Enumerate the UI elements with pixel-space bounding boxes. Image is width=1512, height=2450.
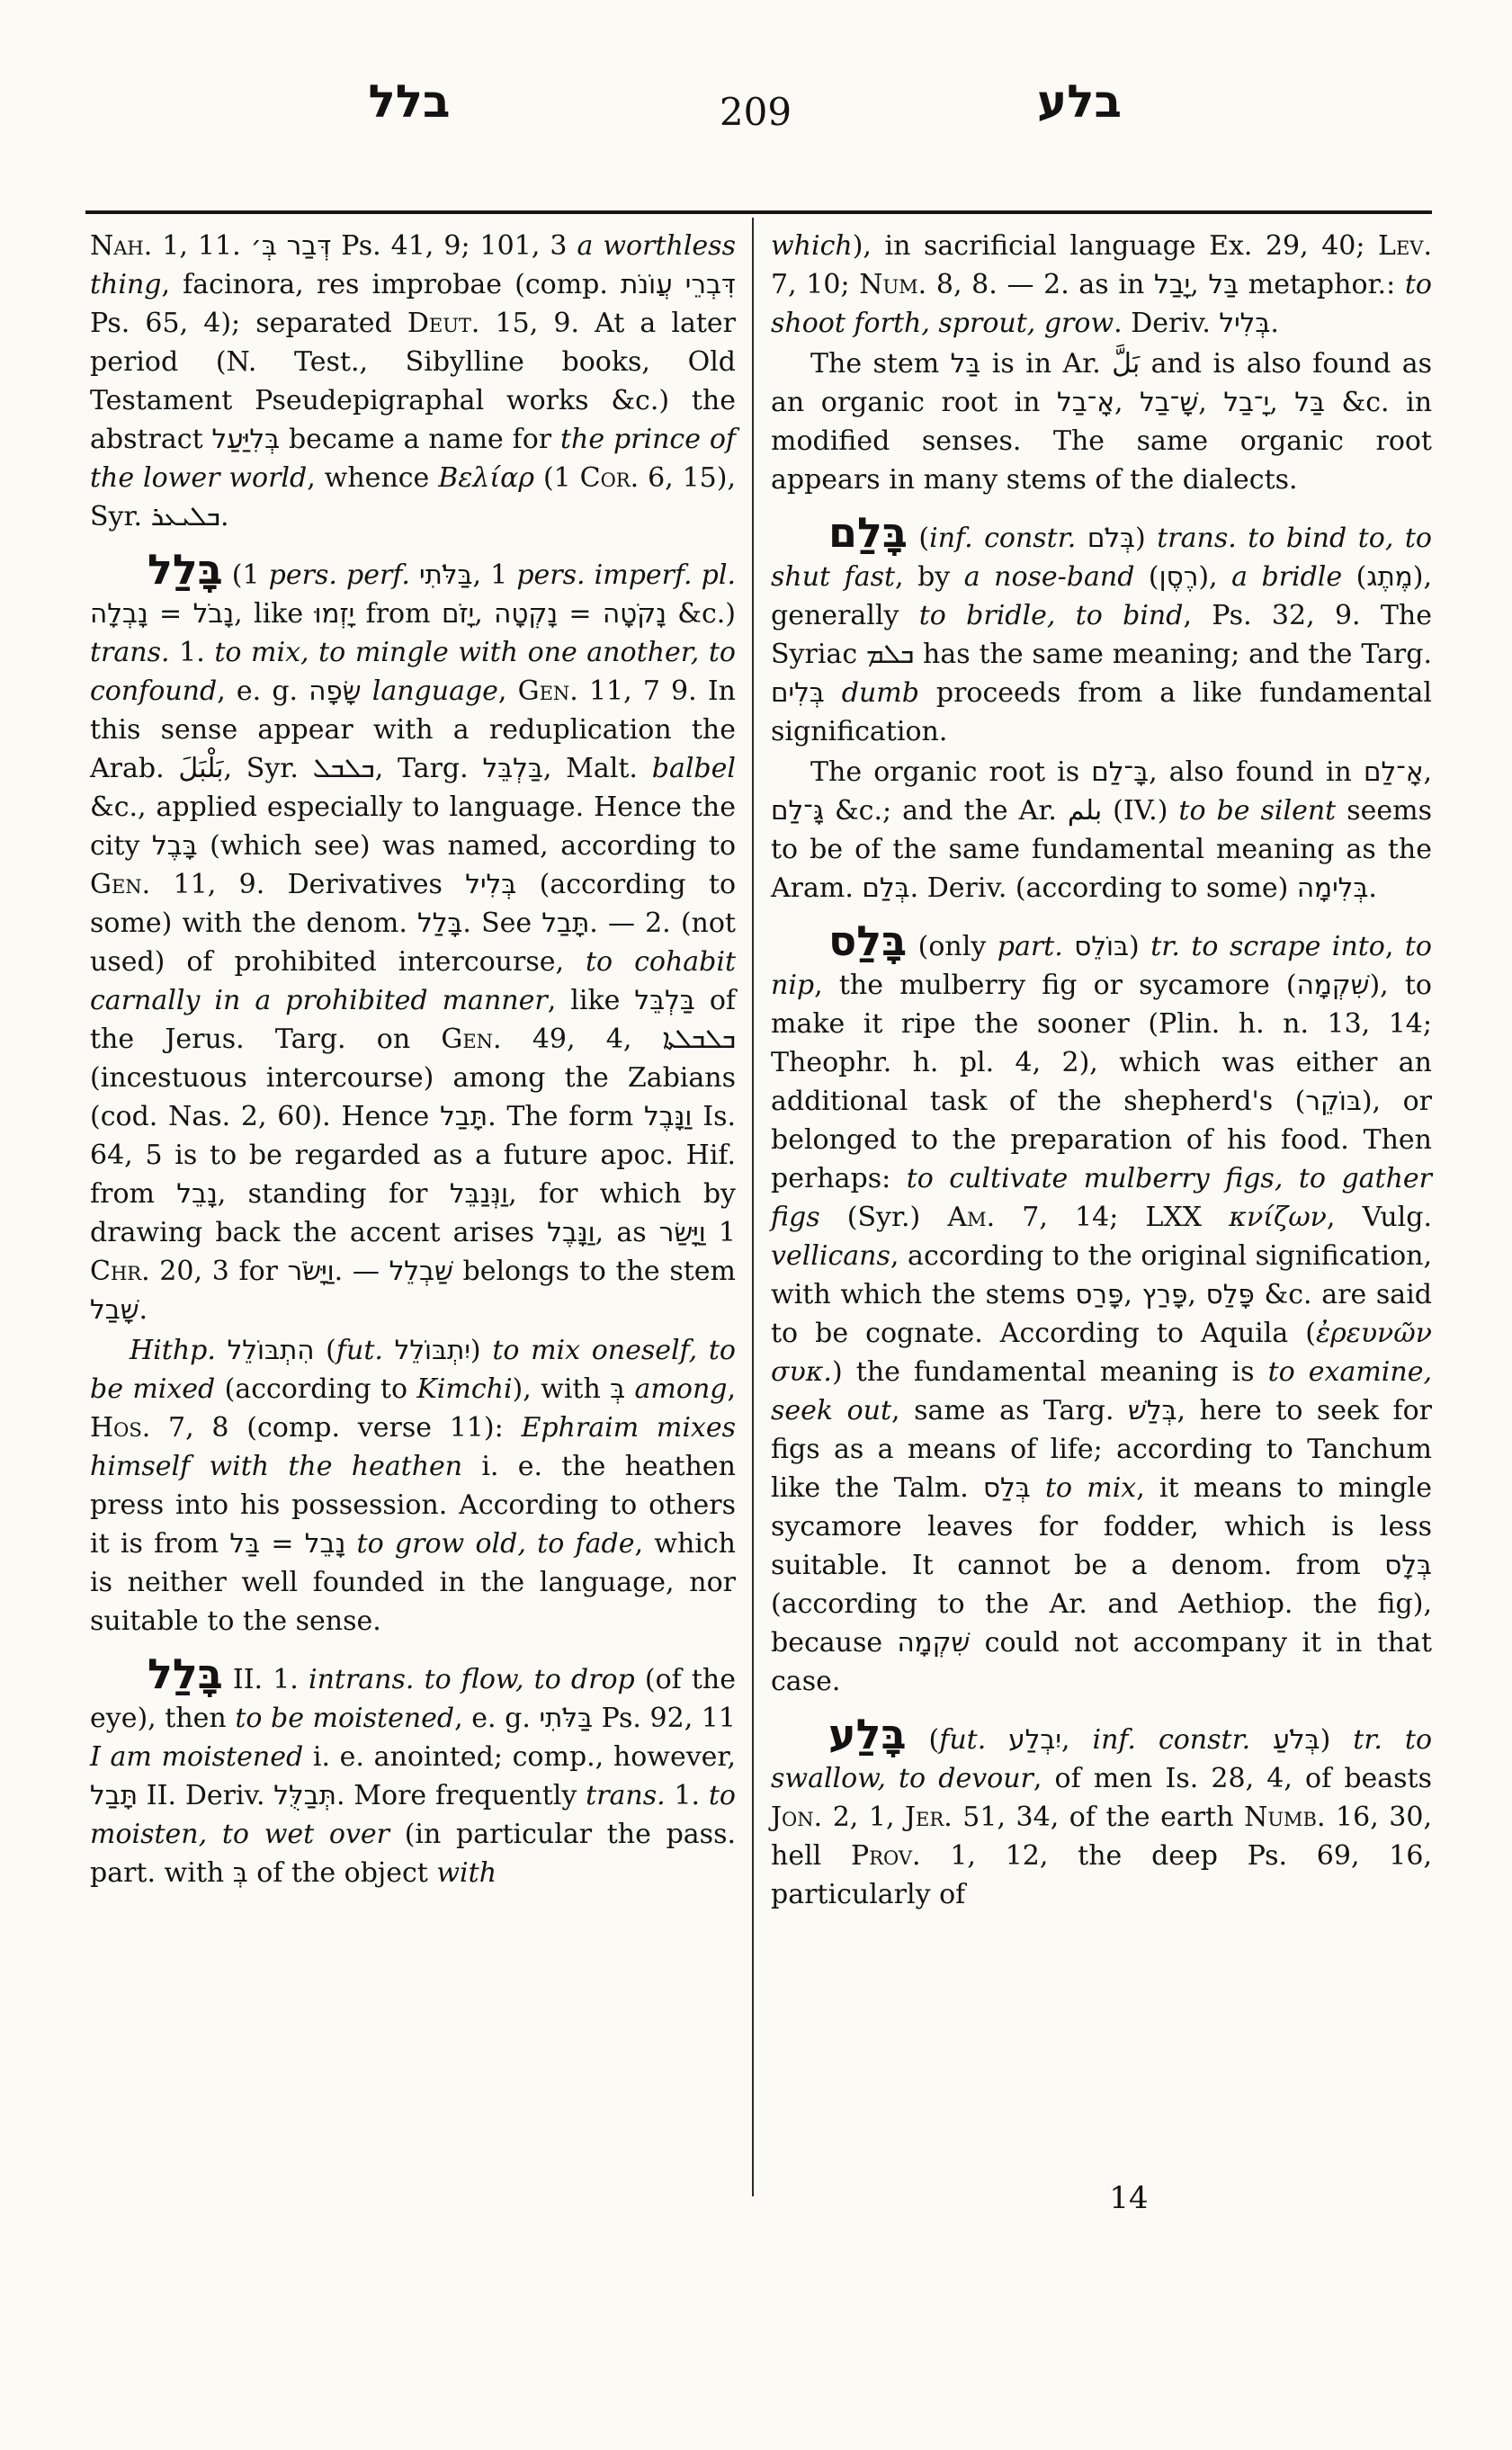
text-run: = <box>260 1528 305 1560</box>
text-run: , here to seek for figs as a means of life; according to Tanchum like the Talm. <box>771 1395 1432 1504</box>
hebrew-text-run: בָּלַל <box>417 908 463 938</box>
text-run: . Deriv. (according to some) <box>909 872 1297 904</box>
text-run: , of men Is. 28, 4, of beasts <box>1033 1763 1433 1794</box>
text-run: , <box>1384 931 1405 962</box>
header-rule <box>85 210 1432 214</box>
hebrew-text-run: שָׂפָה <box>309 675 362 706</box>
book-reference-run: Am. <box>947 1202 996 1233</box>
text-run <box>410 559 419 591</box>
text-run: inf. constr. <box>1092 1724 1251 1756</box>
hebrew-text-run: פָּרַס <box>1075 1279 1124 1310</box>
hebrew-text-run: נָבֵל <box>304 1528 346 1559</box>
hebrew-text-run: פָּלַס <box>1205 1279 1255 1310</box>
text-run: , which is neither well founded in the language, nor suitable to the sense. <box>90 1528 737 1637</box>
text-run: , <box>1123 1279 1142 1310</box>
text-run: The stem <box>810 348 951 380</box>
hebrew-text-run: בְּ <box>610 1373 626 1404</box>
text-run: (incestuous intercourse) among the Zabians (cod. Nas. 2, 60). Hence <box>90 1062 736 1132</box>
dictionary-entry-paragraph <box>771 1710 1433 1914</box>
text-run: . See <box>462 908 542 939</box>
text-run: among <box>634 1373 728 1405</box>
text-run <box>345 1528 356 1560</box>
book-reference-run: Numb. <box>1244 1802 1326 1833</box>
hebrew-text-run: תָּבַל <box>541 908 590 938</box>
hebrew-text-run: בְּלַס <box>982 1472 1031 1503</box>
text-run: , also found in <box>1149 756 1364 788</box>
text-run: 7, 10; <box>771 269 860 300</box>
body-paragraph <box>90 1331 736 1641</box>
text-run: fut. <box>336 1335 383 1366</box>
hebrew-text-run: נָבֵל <box>176 1178 218 1209</box>
text-run: i. e. the heathen press into his possession. According to others it is from <box>90 1451 737 1560</box>
text-run <box>825 677 842 709</box>
text-run: The organic root is <box>810 756 1092 788</box>
text-run: Kimchi <box>416 1373 513 1405</box>
text-run <box>362 675 372 707</box>
text-run: ), or belonged to the preparation of his food. Then perhaps: <box>771 1086 1432 1194</box>
hebrew-text-run: שִׁקְמָה <box>1296 970 1370 1000</box>
text-run: . More frequently <box>336 1780 586 1811</box>
hebrew-text-run: יָזְמוּ <box>314 598 355 629</box>
text-run <box>383 1335 395 1366</box>
text-run: with <box>436 1857 497 1889</box>
hebrew-text-run: הִתְבּוֹלֵל <box>227 1335 315 1365</box>
text-run: (only <box>907 931 998 962</box>
text-run: language <box>371 675 498 707</box>
text-run: to nip <box>771 931 1432 1001</box>
text-run: II. 1. <box>222 1664 309 1695</box>
text-run: 1, 11. <box>152 230 251 262</box>
hebrew-text-run: נָקְטָה <box>494 598 559 629</box>
text-run: dumb <box>841 677 919 709</box>
text-run: to be silent <box>1178 795 1337 827</box>
text-run: is in Ar. <box>980 348 1113 380</box>
text-run: ( <box>906 1724 940 1756</box>
text-run: , <box>1423 756 1433 788</box>
dictionary-entry-paragraph <box>90 545 737 1329</box>
text-run: &c. are said to be cognate. According to Aquila ( <box>771 1279 1432 1349</box>
text-run: 11, 7 9. In this sense appear with a reduplication the Arab. <box>90 675 736 784</box>
book-reference-run: Hos. <box>90 1412 151 1444</box>
text-run: a nose-band <box>963 561 1135 593</box>
text-run: , <box>474 598 495 630</box>
text-run: pers. perf. <box>268 559 410 591</box>
hebrew-text-run: רֶסֶן <box>1159 561 1199 592</box>
hebrew-text-run: בְּלִיַּעַל <box>211 424 281 454</box>
hebrew-text-run: תְּבַלֻּל <box>273 1780 336 1811</box>
hebrew-text-run: שָׁ־בַל <box>1140 387 1199 417</box>
hebrew-text-run: נָקֹטָה <box>602 598 667 629</box>
text-run: &c., applied especially to language. Hence the city <box>90 791 736 862</box>
text-run: , <box>1060 1724 1093 1756</box>
text-run: , by <box>895 561 964 593</box>
hebrew-text-run: בְּלִים <box>771 677 825 708</box>
text-run: II. Deriv. <box>138 1780 274 1811</box>
text-run: (of the eye), then <box>90 1664 736 1734</box>
text-run <box>986 1724 1008 1756</box>
hebrew-text-run: אָ־לַם <box>1364 756 1424 787</box>
hebrew-text-run: דִּבְרֵי עֲוֹנֹת <box>621 269 736 300</box>
text-run: , the mulberry fig or sycamore ( <box>814 970 1297 1001</box>
hebrew-text-run: וַנָּבֶל <box>547 1217 595 1247</box>
text-run: , Ps. 32, 9. The Syriac <box>771 600 1432 670</box>
hebrew-text-run: בְּלֹם <box>1087 523 1136 553</box>
text-run: . Deriv. <box>1114 308 1220 339</box>
hebrew-text-run: תָּבַל <box>90 1780 139 1811</box>
text-run: metaphor.: <box>1239 269 1405 300</box>
text-run: belongs to the stem <box>452 1256 736 1287</box>
text-run: to cultivate mulberry figs, to gather figs <box>771 1163 1433 1233</box>
book-reference-run: Chr. <box>90 1256 150 1287</box>
book-reference-run: Gen. <box>441 1024 502 1055</box>
text-run: to moisten, to wet over <box>90 1780 736 1850</box>
text-run: , facinora, res improbae (comp. <box>161 269 622 300</box>
hebrew-text-run: בַּלֹּתִי <box>539 1703 594 1733</box>
hebrew-text-run: בַּל <box>1208 269 1239 300</box>
text-run: , 1 <box>472 559 517 591</box>
text-run: vellicans <box>771 1240 890 1272</box>
text-run: (IV.) <box>1102 795 1179 827</box>
hebrew-text-run: שִׁקְמָה <box>897 1627 971 1658</box>
text-run: tr. to swallow, to devour <box>771 1724 1433 1794</box>
text-run: , it means to mingle sycamore leaves for fodder, which is less suitable. It cannot be a denom. from <box>771 1472 1432 1581</box>
entry-headword-hebrew: בָּלַע <box>828 1710 907 1758</box>
text-run: , as <box>595 1217 659 1248</box>
hebrew-text-run: תָּבַל <box>440 1101 488 1131</box>
hebrew-text-run: נָבְלָה <box>90 598 148 629</box>
text-run <box>1076 523 1087 554</box>
column-divider-rule <box>752 218 754 2196</box>
text-run: (according to the Ar. and Aethiop. the fig), because <box>771 1588 1432 1659</box>
text-run: proceeds from a like fundamental signification. <box>771 677 1432 747</box>
syriac-text-run: ܒܠܡ <box>865 639 915 670</box>
text-run: to examine, seek out <box>771 1356 1432 1426</box>
hebrew-text-run: בַּלֹּתִי <box>418 559 473 590</box>
text-run: 7, 14; LXX <box>995 1202 1230 1233</box>
hebrew-text-run: אָ־בַל <box>1057 387 1114 417</box>
text-run: , e. g. <box>454 1703 540 1734</box>
text-run: &c.) <box>666 598 736 630</box>
text-run: Ps. 65, 4); separated <box>90 308 407 339</box>
text-run: the prince of the lower world <box>90 424 736 494</box>
text-run: Ps. 41, 9; 101, 3 <box>331 230 577 262</box>
text-run: , <box>1269 387 1295 418</box>
text-run: has the same meaning; and the Targ. <box>914 639 1432 670</box>
text-run <box>216 1335 228 1366</box>
running-head-left-keyword: בלל <box>368 76 451 128</box>
text-run: ) <box>1320 1724 1354 1756</box>
hebrew-text-run: בְּלַשׁ <box>1128 1395 1177 1426</box>
text-run: to cohabit carnally in a prohibited manner <box>90 946 736 1016</box>
text-run: to grow old, to fade <box>356 1528 635 1560</box>
text-run: 51, 34, of the earth <box>952 1802 1245 1833</box>
text-run: 1, 12, the deep Ps. 69, 16, particularly of <box>771 1840 1432 1910</box>
text-run <box>1250 1724 1273 1756</box>
book-reference-run: Num. <box>859 269 927 300</box>
greek-text-run: κνίζων <box>1229 1202 1327 1233</box>
text-run: of the Jerus. Targ. on <box>90 985 737 1055</box>
text-run: ), in sacrificial language Ex. 29, 40; <box>852 230 1379 262</box>
text-run: , <box>1198 387 1224 418</box>
text-run: could not accompany it in that case. <box>771 1627 1433 1697</box>
text-run: 1 <box>705 1217 736 1248</box>
text-run: (which see) was named, according to <box>197 830 737 862</box>
hebrew-text-run: בָּ־לַם <box>1091 756 1150 787</box>
text-run: , according to the original signification, with which the stems <box>771 1240 1432 1310</box>
text-run: 16, 30, hell <box>771 1802 1433 1872</box>
text-run: ( <box>314 1335 336 1366</box>
text-run: trans. <box>90 637 170 668</box>
greek-text-run: ἐρευνῶν συκ. <box>771 1318 1432 1388</box>
running-head-right-keyword: בלע <box>1036 76 1123 128</box>
text-run: fut. <box>939 1724 987 1756</box>
text-run: 11, 9. Derivatives <box>150 869 466 900</box>
text-run <box>625 1373 634 1405</box>
hebrew-text-run: וַנָּבֶל <box>643 1101 693 1131</box>
text-run: a worthless thing <box>90 230 736 300</box>
text-run: Is. 64, 5 is to be regarded as a future apoc. Hif. from <box>90 1101 737 1210</box>
text-run: of the object <box>247 1857 437 1889</box>
text-run: 6, 15), Syr. <box>90 462 737 532</box>
text-run: 8, 8. — 2. as in <box>926 269 1154 300</box>
text-run: , like <box>547 985 635 1016</box>
hebrew-text-run: בְּלִימָה <box>1296 872 1369 903</box>
text-run: = <box>148 598 193 630</box>
text-run: , e. g. <box>217 675 309 707</box>
greek-text-run: Βελίαρ <box>438 462 535 494</box>
text-run: . <box>1368 872 1377 904</box>
text-run: . <box>1270 308 1279 339</box>
text-run: inf. constr. <box>929 523 1077 554</box>
hebrew-text-run: בְּ <box>232 1857 248 1888</box>
arabic-text-run: بَلَّ <box>1112 348 1141 380</box>
book-reference-run: Jon. <box>771 1802 823 1833</box>
text-run: pers. imperf. pl. <box>516 559 736 591</box>
book-reference-run: Deut. <box>407 308 480 339</box>
text-run: 49, 4, <box>501 1024 663 1055</box>
text-run: seems to be of the same fundamental meaning as the Aram. <box>771 795 1432 904</box>
text-run: , like <box>234 598 315 630</box>
continuation-paragraph <box>90 227 736 536</box>
text-run: Ephraim mixes himself with the heathen <box>90 1412 737 1482</box>
text-run: I am moistened <box>90 1741 304 1773</box>
text-run: , Targ. <box>374 753 483 784</box>
syriac-text-run: ܒܠܝܥܪ <box>150 501 220 532</box>
text-run: to mix, to mingle with one another, to confound <box>90 637 736 707</box>
text-run: trans. <box>586 1780 666 1811</box>
text-run: a bridle <box>1231 561 1343 593</box>
body-paragraph <box>771 753 1432 908</box>
text-run: , standing for <box>217 1178 450 1210</box>
text-run: (1 <box>534 462 580 494</box>
text-run: ( <box>1134 561 1159 593</box>
entry-headword-hebrew: בָּלַל <box>148 1650 223 1698</box>
text-run: , <box>1187 1279 1206 1310</box>
text-run: , Vulg. <box>1326 1202 1433 1233</box>
text-run: ), to make it ripe the sooner (Plin. h. n. 13, 14; Theophr. h. pl. 4, 2), which was either an additional task of the shepherd's ( <box>771 970 1432 1117</box>
text-run: , Malt. <box>542 753 652 784</box>
entry-headword-hebrew: בָּלַס <box>828 917 908 965</box>
text-run: 1. <box>169 637 215 668</box>
hebrew-text-run: בּוֹקֵר <box>1305 1086 1362 1116</box>
text-run: ), generally <box>771 561 1433 631</box>
hebrew-text-run: בְּלִיל <box>1219 308 1271 338</box>
text-run: 2, 1, <box>822 1802 906 1833</box>
text-run: trans. to bind to, to shut fast <box>771 523 1432 593</box>
text-run: , <box>1190 269 1209 300</box>
text-run: &c. in modified senses. The same organic root appears in many stems of the dialects. <box>771 387 1433 496</box>
hebrew-text-run: יָזֹם <box>441 598 475 629</box>
hebrew-text-run: שַׁבְלֵל <box>389 1256 453 1286</box>
hebrew-text-run: בְּלָס <box>1384 1550 1432 1580</box>
text-run: , same as Targ. <box>891 1395 1129 1426</box>
text-run: balbel <box>651 753 736 784</box>
hebrew-text-run: נָבֹל <box>192 598 235 629</box>
hebrew-text-run: גָּ־לַם <box>771 795 824 826</box>
text-run: 15, 9. At a later period (N. Test., Sibylline books, Old Testament Pseudepigraphal works &c.) the abstract <box>90 308 736 455</box>
hebrew-text-run: בַּלְבֵּל <box>482 753 543 783</box>
hebrew-text-run: מֶתֶג <box>1366 561 1413 592</box>
text-run: , <box>727 1373 737 1405</box>
right-column <box>771 227 1432 1914</box>
hebrew-text-run: בַּלְבֵּל <box>634 985 695 1015</box>
hebrew-text-run: בָּבֶל <box>151 830 198 861</box>
dictionary-entry-paragraph <box>771 508 1433 751</box>
hebrew-text-run: בּוֹלֵס <box>1074 931 1130 961</box>
signature-mark: 14 <box>1109 2180 1149 2216</box>
entry-headword-hebrew: בָּלַם <box>828 508 908 557</box>
text-run: ) <box>1135 523 1158 554</box>
hebrew-text-run: וַיָּשַׂר <box>658 1217 706 1247</box>
text-run <box>1063 931 1074 962</box>
hebrew-text-run: שָׁבַל <box>90 1294 139 1325</box>
text-run: (according to <box>215 1373 417 1405</box>
book-reference-run: Jer. <box>905 1802 953 1833</box>
text-run: , <box>1114 387 1141 418</box>
text-run: to shoot forth, sprout, grow <box>771 269 1432 339</box>
text-run: , Syr. <box>223 753 313 784</box>
text-run: intrans. to flow, to drop <box>308 1664 635 1695</box>
text-run: to be moistened <box>235 1703 455 1734</box>
text-run: which <box>771 230 853 262</box>
entry-headword-hebrew: בָּלַל <box>148 545 223 594</box>
text-run: ) <box>1129 931 1151 962</box>
book-reference-run: Gen. <box>517 675 578 707</box>
text-run: ( <box>1342 561 1367 593</box>
book-reference-run: Gen. <box>90 869 151 900</box>
text-run: tr. to scrape into <box>1150 931 1385 962</box>
text-run <box>1031 1472 1045 1504</box>
hebrew-text-run: יָבַל <box>1153 269 1191 300</box>
hebrew-text-run: בַּל <box>950 348 981 379</box>
text-run: , whence <box>307 462 439 494</box>
text-run: . — 2. (not used) of prohibited intercourse, <box>90 908 736 978</box>
text-run: ) the fundamental meaning is <box>831 1356 1268 1388</box>
arabic-text-run: بلم <box>1067 795 1103 827</box>
book-reference-run: Prov. <box>851 1840 921 1872</box>
text-run: (1 <box>222 559 269 591</box>
hebrew-text-run: פָּרַץ <box>1141 1279 1188 1310</box>
text-run: Hithp. <box>130 1335 216 1366</box>
hebrew-text-run: וַיָּשֹׂר <box>287 1256 335 1286</box>
text-run: . The form <box>488 1101 644 1132</box>
text-run: , for which by drawing back the accent arises <box>90 1178 736 1248</box>
text-run: 20, 3 for <box>149 1256 288 1287</box>
hebrew-text-run: דְּבַר בְּ׳ <box>250 230 332 261</box>
book-reference-run: Nah. <box>90 230 153 262</box>
text-run: part. <box>997 931 1063 962</box>
body-paragraph <box>771 344 1432 499</box>
text-run: &c.; and the Ar. <box>823 795 1068 827</box>
text-run: from <box>354 598 442 630</box>
book-reference-run: Cor. <box>579 462 640 494</box>
text-run: to mix oneself, to be mixed <box>90 1335 736 1405</box>
text-run: (according to some) with the denom. <box>90 869 736 939</box>
book-reference-run: Lev. <box>1378 230 1432 262</box>
dictionary-entry-paragraph <box>771 917 1433 1701</box>
text-run: 1. <box>665 1780 709 1811</box>
arabic-text-run: بَلْبَلَ <box>178 753 224 784</box>
hebrew-text-run: בְּלִיל <box>465 869 517 899</box>
text-run: to mix <box>1044 1472 1137 1504</box>
text-run: . <box>139 1294 148 1326</box>
text-run: = <box>558 598 603 630</box>
text-run: Ps. 92, 11 <box>593 1703 736 1734</box>
hebrew-text-run: יִבְלַע <box>1008 1724 1061 1755</box>
text-run: (in particular the pass. part. with <box>90 1819 737 1889</box>
left-column <box>90 227 736 1892</box>
text-run: , <box>497 675 518 707</box>
syriac-text-run: ܒܠܒܠܬܐ <box>662 1024 736 1055</box>
hebrew-text-run: יָ־בַל <box>1223 387 1270 417</box>
hebrew-text-run: וַנְּנַבֵּל <box>449 1178 509 1209</box>
dictionary-entry-paragraph <box>90 1650 737 1892</box>
hebrew-text-run: בְּלֹעַ <box>1273 1724 1320 1755</box>
text-run: and is also found as an organic root in <box>771 348 1432 418</box>
hebrew-text-run: בַּל <box>1294 387 1325 417</box>
hebrew-text-run: בְּלַם <box>862 872 910 903</box>
continuation-paragraph <box>771 227 1432 343</box>
text-run: . <box>219 501 229 532</box>
text-run: ), <box>1198 561 1232 593</box>
text-run: (Syr.) <box>819 1202 948 1233</box>
text-run: ), with <box>512 1373 611 1405</box>
text-run: to bridle, to bind <box>918 600 1184 631</box>
text-run: ( <box>907 523 930 554</box>
hebrew-text-run: בַּל <box>229 1528 261 1559</box>
text-run: i. e. anointed; comp., however, <box>303 1741 737 1773</box>
syriac-text-run: ܒܠܒܠ <box>312 753 375 784</box>
hebrew-text-run: יִתְבּוֹלֵל <box>394 1335 470 1365</box>
text-run: became a name for <box>280 424 560 455</box>
text-run: . — <box>334 1256 389 1287</box>
text-run: 7, 8 (comp. verse 11): <box>150 1412 522 1444</box>
page-number: 209 <box>719 90 792 134</box>
text-run: ) <box>470 1335 493 1366</box>
